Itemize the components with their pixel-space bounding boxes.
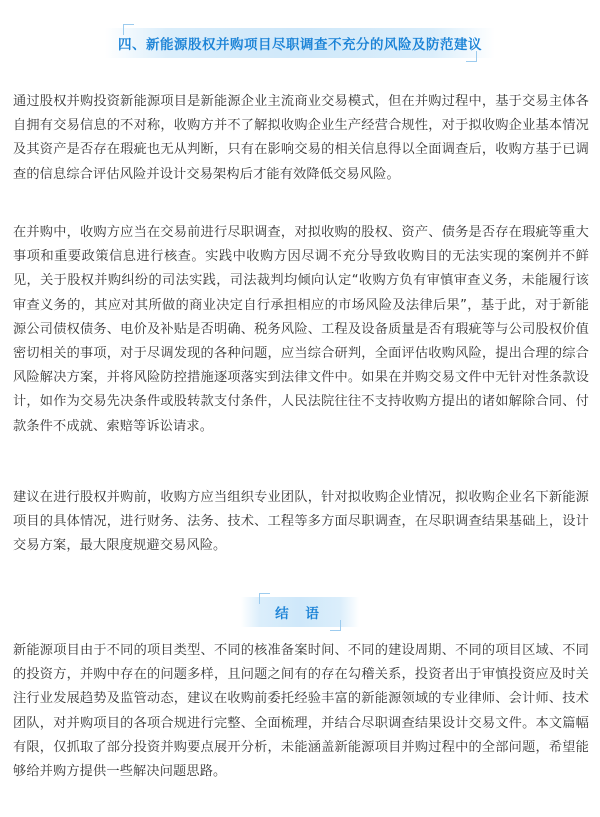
section-heading-conclusion <box>0 597 600 627</box>
heading-banner <box>105 28 495 58</box>
heading-banner <box>241 597 359 627</box>
banner-corner-decoration <box>466 51 477 62</box>
heading-text: 四、新能源股权并购项目尽职调查不充分的风险及防范建议 <box>118 37 482 53</box>
heading-text: 结 语 <box>275 606 325 622</box>
paragraph-intro: 通过股权并购投资新能源项目是新能源企业主流商业交易模式，但在并购过程中，基于交易主体各自拥有交易信息的不对称，收购方并不了解拟收购企业生产经营合规性，对于拟收购企业基本情况及其资产是否存在瑕疵也无从判断，只有在影响交易的相关信息得以全面调查后，收购方基于已调查的信息综合评估风险并设计交易架构后才能有效降低交易风险。 <box>13 94 589 182</box>
banner-corner-decoration <box>330 620 341 631</box>
banner-corner-decoration <box>123 24 134 35</box>
paragraph-recommendation: 建议在进行股权并购前，收购方应当组织专业团队，针对拟收购企业情况，拟收购企业名下新能源项目的具体情况，进行财务、法务、技术、工程等多方面尽职调查，在尽职调查结果基础上，设计交易方案，最大限度规避交易风险。 <box>13 490 589 554</box>
paragraph-due-diligence: 在并购中，收购方应当在交易前进行尽职调查，对拟收购的股权、资产、债务是否存在瑕疵等重大事项和重要政策信息进行核查。实践中收购方因尽调不充分导致收购目的无法实现的案例并不鲜见，关于股权并购纠纷的司法实践，司法裁判均倾向认定“收购方负有审慎审查义务，未能履行该审查义务的，其应对其所做的商业决定自行承担相应的市场风险及法律后果”，基于此，对于新能源公司债权债务、电价及补贴是否明确、税务风险、工程及设备质量是否有瑕疵等与公司股权价值密切相关的事项，对于尽调发现的各种问题，应当综合研判，全面评估收购风险，提出合理的综合风险解决方案，并将风险防控措施逐项落实到法律文件中。如果在并购交易文件中无针对性条款设计，如作为交易先决条件或股转款支付条件，人民法院往往不支持收购方提出的诸如解除合同、付款条件不成就、索赔等诉讼请求。 <box>13 225 589 434</box>
section-heading-risk <box>0 28 600 58</box>
paragraph-conclusion: 新能源项目由于不同的项目类型、不同的核准备案时间、不同的建设周期、不同的项目区域、不同的投资方，并购中存在的问题多样，且问题之间有的存在勾稽关系，投资者出于审慎投资应及时关注行业发展趋势及监管动态，建议在收购前委托经验丰富的新能源领域的专业律师、会计师、技术团队，对并购项目的各项合规进行完整、全面梳理，并结合尽职调查结果设计交易文件。本文篇幅有限，仅抓取了部分投资并购要点展开分析，未能涵盖新能源项目并购过程中的全部问题，希望能够给并购方提供一些解决问题思路。 <box>13 643 589 780</box>
banner-corner-decoration <box>259 593 270 604</box>
